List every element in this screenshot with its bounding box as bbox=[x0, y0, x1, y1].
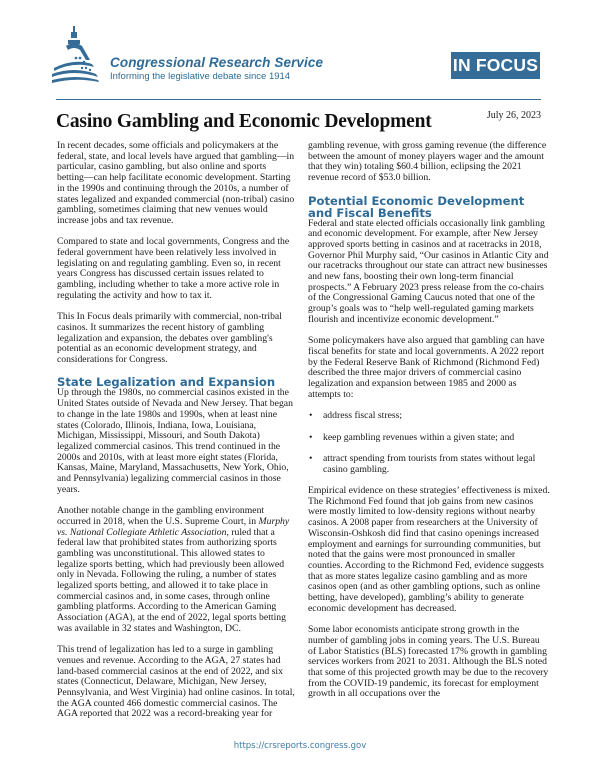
section-heading-economic-benefits: Potential Economic Development and Fiscal Benefits bbox=[308, 193, 525, 220]
list-item-text: address fiscal stress; bbox=[323, 410, 403, 422]
bullet-icon: • bbox=[309, 410, 313, 422]
case-name: Murphy vs. National Collegiate Athletic Association bbox=[57, 515, 290, 538]
text-span: , ruled that a federal law that prohibited states from authorizing sports gambling was unconstitutional. This allowed states to legalize sports betting, which had previously been allowed only in Nevada. Following the ruling, a number of states legalized sports betting, and allowed it to take place in commercial casinos and, in some cases, through online gambling platforms. According to the American Gaming Association (AGA), at the end of 2022, legal sports betting was available in 32 states and Washington, DC. bbox=[57, 526, 286, 634]
body-paragraph-continued: gambling revenue, with gross gaming revenue (the difference between the amount of money players wager and the amount that they win) totaling $60.4 billion, eclipsing the 2021 revenue record of $53.0 billion. bbox=[308, 140, 547, 184]
page-header bbox=[0, 0, 600, 121]
header-divider bbox=[56, 99, 541, 100]
footer-link[interactable]: https://crsreports.congress.gov bbox=[233, 741, 367, 751]
body-paragraph: Up through the 1980s, no commercial casinos existed in the United States outside of Nevada and New Jersey. That began to change in the late 1980s and 1990s, when at least nine states (Colorado, Illinois, Indiana, Iowa, Louisiana, Michigan, Mississippi, Missouri, and South Dakota) legalized commercial casinos. This trend continued in the 2000s and 2010s, with at least more eight states (Florida, Kansas, Maine, Maryland, Massachusetts, New York, Ohio, and Pennsylvania) legalizing commercial casinos in those years. bbox=[57, 387, 293, 495]
list-item-text: keep gambling revenues within a given state; and bbox=[323, 431, 515, 443]
section-heading-state-legalization: State Legalization and Expansion bbox=[57, 375, 276, 390]
right-column bbox=[308, 141, 550, 711]
body-paragraph: Empirical evidence on these strategies’ effectiveness is mixed. The Richmond Fed found that job gains from new casinos were mostly limited to low-density regions without nearby casinos. A 2008 paper from researchers at the University of Wisconsin-Oshkosh did find that casino openings increased employment and earnings for surrounding communities, but noted that the gains were most pronounced in smaller counties. According to the Richmond Fed, evidence suggests that as more states legalize casino gambling and as more casinos open (and as other gambling options, such as online betting, have developed), gambling’s ability to generate economic development has decreased. bbox=[308, 485, 550, 614]
list-item bbox=[308, 454, 550, 475]
list-item bbox=[308, 433, 550, 444]
body-paragraph-murphy bbox=[57, 506, 295, 634]
body-paragraph: Federal and state elected officials occasionally link gambling and economic development. For example, after New Jersey approved sports betting in casinos and at racetracks in 2018, Governor Phil Murphy said, “Our casinos in Atlantic City and our racetracks throughout our state can attract new businesses and new fans, boosting their own long-term financial prospects.” A February 2023 press release from the co-chairs of the Congressional Gaming Caucus noted that one of the group’s goals was to “help well-regulated gaming markets flourish and incentivize economic development.” bbox=[308, 217, 549, 325]
bullet-icon: • bbox=[309, 452, 313, 464]
brand-name: Congressional Research Service bbox=[110, 55, 324, 70]
intro-paragraph: In recent decades, some officials and policymakers at the federal, state, and local levels have argued that gambling—in particular, casino gambling, but also online and sports betting—can help facilitate economic development. Starting in the 1990s and continuing through the 2010s, a number of states legalized and expanded commercial (non-tribal) casino gambling, sometimes claiming that new venues would increase jobs and tax revenue. bbox=[57, 140, 295, 226]
in-focus-badge: IN FOCUS bbox=[451, 52, 540, 79]
drivers-list bbox=[308, 411, 550, 475]
document-title: Casino Gambling and Economic Development bbox=[56, 111, 432, 132]
brand-tagline: Informing the legislative debate since 1914 bbox=[110, 71, 291, 82]
left-column bbox=[57, 141, 295, 731]
bullet-icon: • bbox=[309, 431, 313, 443]
list-item-text: attract spending from tourists from states without legal casino gambling. bbox=[323, 452, 536, 475]
body-paragraph: This trend of legalization has led to a surge in gambling venues and revenue. According to the AGA, 27 states had land-based commercial casinos at the end of 2022, and six states (Connecticut, Delaware, Michigan, New Jersey, Pennsylvania, and West Virginia) had online casinos. In total, the AGA counted 466 domestic commercial casinos. The AGA reported that 2022 was a record-breaking year for bbox=[57, 644, 295, 720]
capitol-dome-icon bbox=[52, 26, 100, 86]
publication-date: July 26, 2023 bbox=[486, 110, 541, 121]
intro-paragraph: This In Focus deals primarily with commercial, non-tribal casinos. It summarizes the recent history of gambling legalization and expansion, the debates over gambling's potential as an economic development strategy, and considerations for Congress. bbox=[57, 311, 282, 366]
body-paragraph: Some labor economists anticipate strong growth in the number of gambling jobs in coming years. The U.S. Bureau of Labor Statistics (BLS) forecasted 17% growth in gambling services workers from 2021 to 2031. Although the BLS noted that some of this projected growth may be due to the recovery from the COVID-19 pandemic, its forecast for employment growth in all occupations over the bbox=[308, 624, 549, 700]
body-paragraph: Some policymakers have also argued that gambling can have fiscal benefits for state and local governments. A 2022 report by the Federal Reserve Bank of Richmond (Richmond Fed) described the three major drivers of commercial casino legalization and expansion between 1985 and 2000 as attempts to: bbox=[308, 335, 545, 400]
intro-paragraph: Compared to state and local governments, Congress and the federal government have been relatively less involved in legislating on and regulating gambling. Even so, in recent years Congress has discussed certain issues related to gambling, including whether to take a more active role in regulating the activity and how to tax it. bbox=[57, 236, 290, 301]
list-item bbox=[308, 411, 550, 422]
text-span: Another notable change in the gambling environment occurred in 2018, when the U.S. Supreme Court, in bbox=[57, 505, 265, 527]
